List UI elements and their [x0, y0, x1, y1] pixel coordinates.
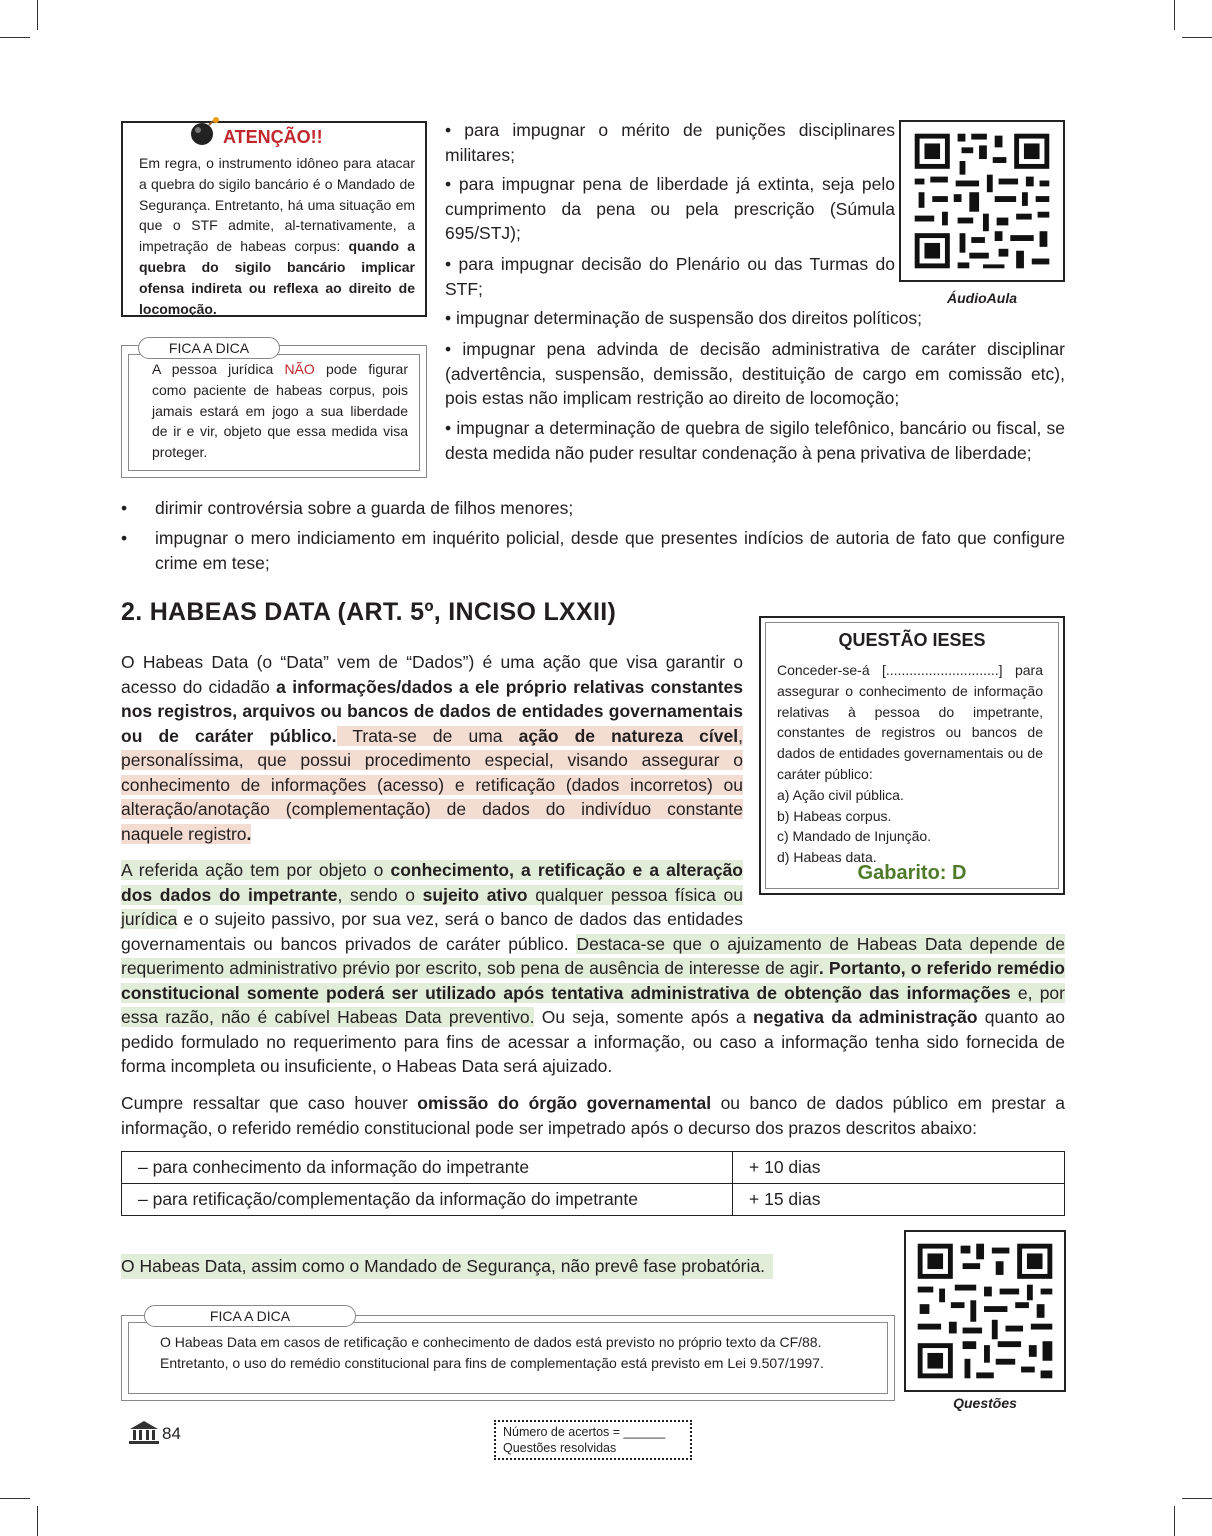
section-title: 2. HABEAS DATA (ART. 5º, INCISO LXXII): [121, 598, 617, 626]
crop-mark: [1182, 37, 1212, 38]
crop-mark: [0, 1498, 30, 1499]
qr-caption-audioaula: ÁudioAula: [947, 290, 1017, 306]
paragraph: Cumpre ressaltar que caso houver omissão do órgão governamental ou banco de dados público em prestar a informação, o referido remédio constitucional pode ser impetrado após o decurso dos prazos descritos abaixo:: [121, 1093, 1066, 1138]
list-item: • para impugnar pena de liberdade já extinta, seja pelo cumprimento da pena ou pela prescrição (Súmula 695/STJ);: [445, 174, 895, 243]
bullet-item: dirimir controvérsia sobre a guarda de filhos menores;: [155, 498, 574, 518]
atencao-text: Em regra, o instrumento idôneo para atacar a quebra do sigilo bancário é o Mandado de Segurança. Entretanto, há uma situação em que o STF admite, al-ternativamente, a impetração de habeas corpus: quando a quebra do sigilo bancário implicar ofensa indireta ou reflexa ao direito de locomoção.: [139, 155, 416, 317]
page-number: 84: [162, 1424, 181, 1443]
bullet-marker: •: [121, 528, 128, 548]
bomb-icon: [189, 117, 219, 147]
questao-option: c) Mandado de Injunção.: [777, 828, 932, 845]
prazos-table: [121, 1151, 1065, 1216]
questao-option: b) Habeas corpus.: [777, 807, 892, 824]
acertos-counter: Número de acertos = ______ Questões resolvidas: [494, 1420, 692, 1460]
dica-text: O Habeas Data em casos de retificação e conhecimento de dados está previsto no próprio texto da CF/88. Entretanto, o uso do remédio constitucional para fins de complementação está previsto em Lei 9.507/1997.: [160, 1334, 824, 1371]
dica-tab: FICA A DICA: [144, 1305, 356, 1327]
qr-code-questoes: [904, 1230, 1066, 1392]
qr-caption-questoes: Questões: [953, 1395, 1017, 1411]
table-cell: – para conhecimento da informação do impetrante: [122, 1152, 733, 1184]
list-item: • impugnar a determinação de quebra de sigilo telefônico, bancário ou fiscal, se desta medida não puder resultar condenação à pena privativa de liberdade;: [445, 418, 1065, 463]
paragraph: A referida ação tem por objeto o conhecimento, a retificação e a alteração dos dados do impetrante, sendo o sujeito ativo qualquer pessoa física ou jurídica e o sujeito passivo, por sua vez, será o banco de dados das entidades governamentais ou bancos privados de caráter público. Destaca-se que o ajuizamento de Habeas Data depende de requerimento administrativo prévio por escrito, sob pena de ausência de interesse de agir. Portanto, o referido remédio constitucional somente poderá ser utilizado após tentativa administrativa de obtenção das informações e, por essa razão, não é cabível Habeas Data preventivo. Ou seja, somente após a negativa da administração quanto ao pedido formulado no requerimento para fins de acessar a informação, ou caso a informação tenha sido fornecida de forma incompleta ou insuficiente, o Habeas Data será ajuizado.: [121, 860, 1066, 1076]
list-item: • para impugnar o mérito de punições disciplinares militares;: [445, 120, 895, 165]
atencao-box: [121, 121, 427, 317]
qr-code-audioaula: [899, 120, 1065, 282]
list-item: • para impugnar decisão do Plenário ou das Turmas do STF;: [445, 254, 895, 299]
crop-mark: [1174, 1506, 1175, 1536]
dica-text: A pessoa jurídica NÃO pode figurar como paciente de habeas corpus, pois jamais estará em jogo a sua liberdade de ir e vir, objeto que essa medida visa proteger.: [152, 361, 409, 461]
questao-option: d) Habeas data.: [777, 849, 877, 866]
table-row: [122, 1184, 1065, 1216]
dica-box: [121, 340, 427, 478]
bullet-item: impugnar o mero indiciamento em inquérito policial, desde que presentes indícios de autoria de fato que configure crime em tese;: [155, 528, 1065, 573]
crop-mark: [0, 37, 30, 38]
table-cell: + 15 dias: [733, 1184, 1065, 1216]
atencao-title: ATENÇÃO!!: [223, 127, 323, 147]
paragraph: O Habeas Data, assim como o Mandado de Segurança, não prevê fase probatória.: [121, 1254, 773, 1279]
questao-box: [759, 616, 1065, 895]
dica-box: [121, 1308, 895, 1401]
table-row: [122, 1152, 1065, 1184]
list-item: • impugnar determinação de suspensão dos direitos políticos;: [445, 308, 922, 328]
table-cell: + 10 dias: [733, 1152, 1065, 1184]
questao-option: a) Ação civil pública.: [777, 786, 904, 803]
questao-title: QUESTÃO IESES: [838, 630, 986, 650]
paragraph: O Habeas Data (o “Data” vem de “Dados”) é uma ação que visa garantir o acesso do cidadão a informações/dados a ele próprio relativas constantes nos registros, arquivos ou bancos de dados de entidades governamentais ou de caráter público. Trata-se de uma ação de natureza cível, personalíssima, que possui procedimento especial, visando assegurar o conhecimento de informações (acesso) e retificação (dados incorretos) ou alteração/anotação (complementação) de dados do indivíduo constante naquele registro.: [121, 652, 743, 844]
table-cell: – para retificação/complementação da informação do impetrante: [122, 1184, 733, 1216]
crop-mark: [37, 1506, 38, 1536]
bullet-marker: •: [121, 498, 128, 518]
list-item: • impugnar pena advinda de decisão administrativa de caráter disciplinar (advertência, suspensão, demissão, destituição de cargo em comissão etc), pois estas não implicam restrição ao direito de locomoção;: [445, 339, 1065, 408]
library-icon: [128, 1419, 160, 1445]
dica-tab: FICA A DICA: [138, 337, 280, 359]
gabarito: Gabarito: D: [857, 862, 967, 884]
crop-mark: [37, 0, 38, 30]
questao-text: Conceder-se-á [.............................] para assegurar o conhecimento de informação relativas à pessoa do impetrante, constantes de registros ou bancos de dados de entidades governamentais ou de caráter público: a) Ação civil pública. b) Habeas corpus. c) Mandado de Injunção. d) Habeas data.: [777, 660, 1043, 868]
crop-mark: [1182, 1498, 1212, 1499]
crop-mark: [1174, 0, 1175, 30]
